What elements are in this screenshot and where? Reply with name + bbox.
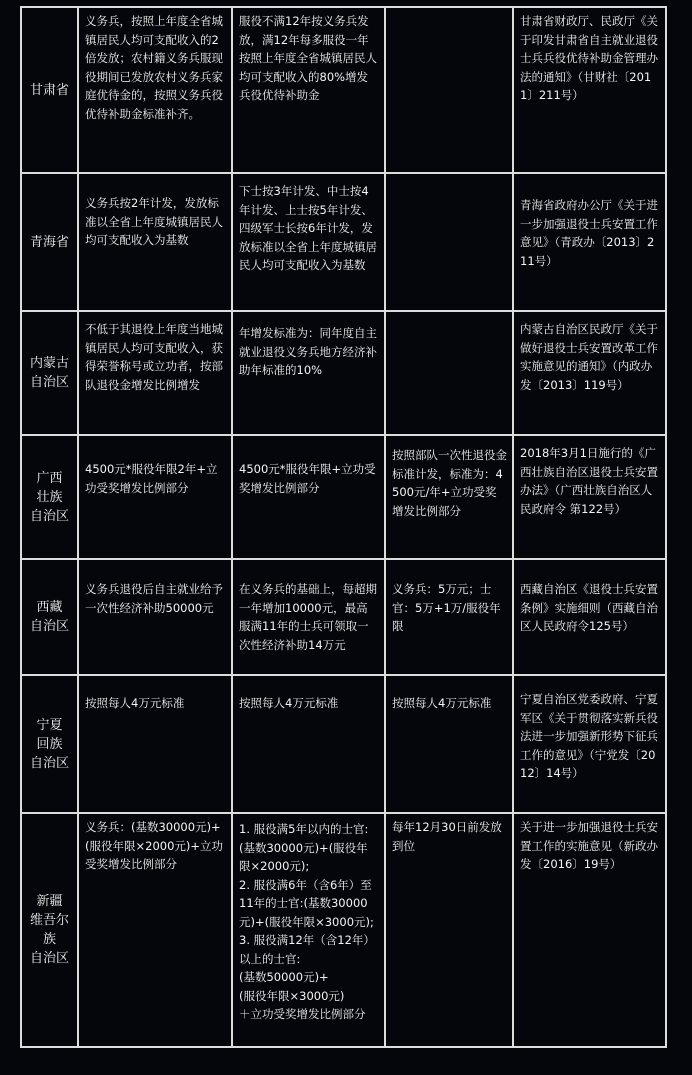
nco-rule-line: 以上的士官: bbox=[239, 951, 301, 966]
province-name-line: 宁夏 bbox=[36, 717, 63, 733]
policy-source-cell: 内蒙古自治区民政厅《关于做好退役士兵安置改革工作实施意见的通知》（内政办发〔2013〕119号） bbox=[513, 311, 666, 435]
conscript-cell: 义务兵退役后自主就业给予一次性经济补助50000元 bbox=[78, 559, 232, 675]
nco-cell: 4500元*服役年限+立功受奖增发比例部分 bbox=[232, 435, 385, 559]
table-row-xinjiang bbox=[21, 813, 666, 1047]
province-name-line: 维吾尔 bbox=[29, 913, 69, 928]
table-row-ningxia bbox=[21, 675, 666, 813]
table-row-tibet bbox=[21, 559, 666, 675]
extra-cell: 按照每人4万元标准 bbox=[385, 675, 513, 813]
province-name-line: 自治区 bbox=[29, 755, 69, 771]
province-name: 甘肃省 bbox=[29, 82, 69, 98]
nco-cell bbox=[232, 813, 385, 1047]
policy-source-cell: 宁夏自治区党委政府、宁夏军区《关于贯彻落实新兵役法进一步加强新形势下征兵工作的意见》（宁党发〔2012〕14号） bbox=[513, 675, 666, 813]
province-name-line: 广西 bbox=[36, 470, 63, 486]
policy-source-cell: 2018年3月1日施行的《广西壮族自治区退役士兵安置办法》（广西壮族自治区人民政府令 第122号） bbox=[513, 435, 666, 559]
province-name: 青海省 bbox=[29, 234, 69, 250]
nco-rule-line: 限×2000元); bbox=[239, 859, 310, 873]
nco-rule-line: 1. 服役满5年以内的士官: bbox=[239, 822, 369, 836]
policy-table bbox=[20, 6, 667, 1048]
extra-cell bbox=[385, 173, 513, 311]
province-cell bbox=[21, 675, 78, 813]
nco-cell: 在义务兵的基础上，每超期一年增加10000元，最高服满11年的士兵可领取一次性经济补助14万元 bbox=[232, 559, 385, 675]
province-name-line: 族 bbox=[42, 932, 56, 947]
province-cell bbox=[21, 173, 78, 311]
nco-rule-line: ＋立功受奖增发比例部分 bbox=[239, 1007, 366, 1021]
province-name-line: 自治区 bbox=[29, 508, 69, 524]
province-cell bbox=[21, 311, 78, 435]
nco-rule-line: 元)+(服役年限×3000元); bbox=[239, 914, 374, 929]
nco-rule-line: (基数50000元)+ bbox=[239, 970, 329, 984]
conscript-cell: 不低于其退役上年度当地城镇居民人均可支配收入，获得荣誉称号或立功者，按部队退役金增发比例增发 bbox=[78, 311, 232, 435]
province-cell bbox=[21, 435, 78, 559]
policy-source-cell: 青海省政府办公厅《关于进一步加强退役士兵安置工作意见》（青政办〔2013〕211号） bbox=[513, 173, 666, 311]
policy-source-cell: 甘肃省财政厅、民政厅《关于印发甘肃省自主就业退役士兵兵役优待补助金管理办法的通知》（甘财社〔2011〕211号） bbox=[513, 7, 666, 173]
conscript-cell: 义务兵：(基数30000元)+(服役年限×2000元)+立功受奖增发比例部分 bbox=[78, 813, 232, 1047]
province-name-line: 回族 bbox=[36, 736, 63, 752]
conscript-cell: 按照每人4万元标准 bbox=[78, 675, 232, 813]
province-cell bbox=[21, 559, 78, 675]
table-row-inner-mongolia bbox=[21, 311, 666, 435]
table-row-gansu bbox=[21, 7, 666, 173]
conscript-cell: 4500元*服役年限2年+立功受奖增发比例部分 bbox=[78, 435, 232, 559]
nco-rule-line: 11年的士官:(基数30000 bbox=[239, 896, 368, 910]
nco-rule-line: 3. 服役满12年（含12年） bbox=[239, 933, 375, 947]
nco-cell: 下士按3年计发、中士按4年计发、上士按5年计发、四级军士长按6年计发，发放标准以全省上年度城镇居民人均可支配收入为基数 bbox=[232, 173, 385, 311]
province-name-line: 壮族 bbox=[36, 489, 63, 505]
nco-cell: 服役不满12年按义务兵发放，满12年每多服役一年按照上年度全省城镇居民人均可支配收入的80%增发兵役优待补助金 bbox=[232, 7, 385, 173]
extra-cell: 每年12月30日前发放到位 bbox=[385, 813, 513, 1047]
province-name-line: 自治区 bbox=[29, 951, 69, 966]
nco-cell: 按照每人4万元标准 bbox=[232, 675, 385, 813]
nco-rule-line: 2. 服役满6年（含6年）至 bbox=[239, 877, 372, 892]
table-row-guangxi bbox=[21, 435, 666, 559]
extra-cell bbox=[385, 7, 513, 173]
conscript-cell: 义务兵，按照上年度全省城镇居民人均可支配收入的2倍发放；农村籍义务兵服现役期间已发放农村义务兵家庭优待金的，按照义务兵役优待补助金标准补齐。 bbox=[78, 7, 232, 173]
policy-source-cell: 西藏自治区《退役士兵安置条例》实施细则（西藏自治区人民政府令125号） bbox=[513, 559, 666, 675]
province-name-line: 内蒙古 bbox=[29, 356, 69, 371]
extra-cell bbox=[385, 311, 513, 435]
nco-rule-line: (基数30000元)+(服役年 bbox=[239, 840, 368, 855]
province-cell bbox=[21, 7, 78, 173]
province-name-line: 自治区 bbox=[29, 619, 69, 634]
extra-cell: 按照部队一次性退役金标准计发，标准为：4500元/年+立功受奖增发比例部分 bbox=[385, 435, 513, 559]
province-name-line: 自治区 bbox=[29, 375, 69, 390]
extra-cell: 义务兵：5万元；士官：5万+1万/服役年限 bbox=[385, 559, 513, 675]
province-name-line: 西藏 bbox=[36, 600, 63, 615]
nco-rule-line: (服役年限×3000元) bbox=[239, 988, 345, 1003]
table-row-qinghai bbox=[21, 173, 666, 311]
policy-source-cell: 关于进一步加强退役士兵安置工作的实施意见（新政办发〔2016〕19号） bbox=[513, 813, 666, 1047]
province-name-line: 新疆 bbox=[36, 894, 63, 909]
province-cell bbox=[21, 813, 78, 1047]
conscript-cell: 义务兵按2年计发，发放标准以全省上年度城镇居民人均可支配收入为基数 bbox=[78, 173, 232, 311]
nco-cell: 年增发标准为：同年度自主就业退役义务兵地方经济补助年标准的10% bbox=[232, 311, 385, 435]
